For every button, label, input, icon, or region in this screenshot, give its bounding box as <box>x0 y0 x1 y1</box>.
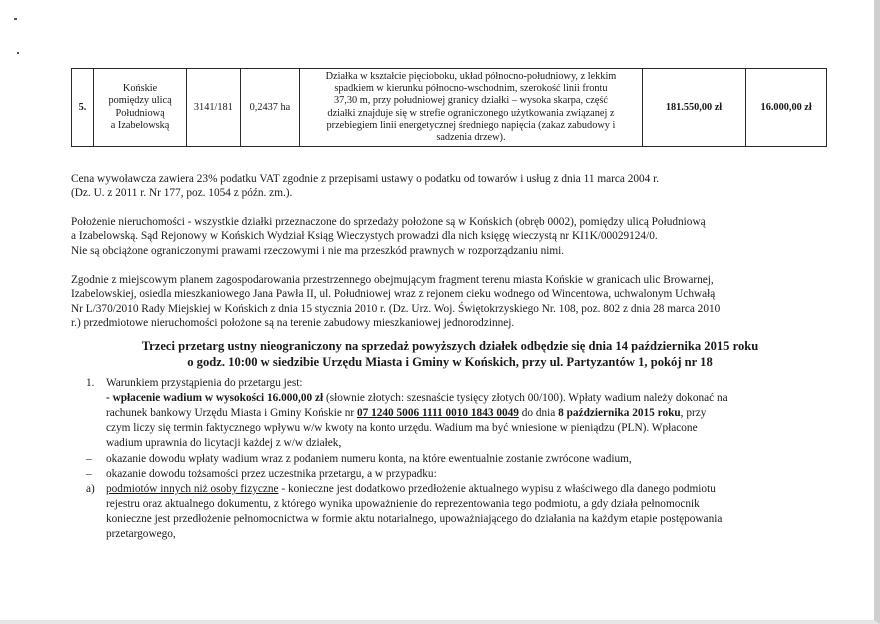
requirement-item: okazanie dowodu tożsamości przez uczestnika przetargu, a w przypadku: <box>106 468 437 480</box>
paragraph-line: Izabelowskiej, osiedla mieszkaniowego Jana Pawła II, ul. Południowej wraz z rejonem cieku wodnego od Wincentowa, uchwalonym Uchwałą <box>71 288 716 301</box>
plot-area-cell: 0,2437 ha <box>240 69 300 147</box>
account-line <box>106 406 828 420</box>
scan-speck <box>14 18 17 20</box>
paragraph-line: Nie są obciążone ograniczonymi prawami rzeczowymi i nie ma przeszkód prawnych w rozporządzaniu nimi. <box>71 244 565 257</box>
paragraph-line: Położenie nieruchomości - wszystkie działki przeznaczone do sprzedaży położone są w Końskich (obręb 0002), pomiędzy ulicą Południową <box>71 216 706 228</box>
account-mid: do dnia <box>518 407 559 419</box>
entity-text: - konieczne jest dodatkowo przedłożenie aktualnego wypisu z właściwego dla danego podmiotu <box>278 483 716 495</box>
scan-speck <box>17 52 19 54</box>
parcel-table <box>71 68 827 147</box>
entity-term: podmiotów innych niż osoby fizyczne <box>106 483 279 495</box>
table-row <box>72 69 827 147</box>
vat-paragraph <box>71 172 829 201</box>
parcel-number-cell: 5. <box>72 69 94 147</box>
auction-heading <box>71 338 829 370</box>
deposit-cell: 16.000,00 zł <box>746 69 827 147</box>
paragraph-line: r.) przedmiotowe nieruchomości położone są na terenie zabudowy mieszkaniowej jednorodzinnej. <box>71 316 515 329</box>
requirement-item: okazanie dowodu wpłaty wadium wraz z podaniem numeru konta, na które ewentualnie zostanie zwrócone wadium, <box>106 453 632 465</box>
starting-price-cell: 181.550,00 zł <box>642 69 746 147</box>
heading-line: Trzeci przetarg ustny nieograniczony na sprzedaż powyższych działek odbędzie się dnia 14 października 2015 roku <box>141 339 759 353</box>
wadium-line-4: wadium uprawnia do licytacji każdej z w/w działek, <box>106 437 342 449</box>
list-marker: 1. <box>86 377 95 389</box>
paragraph-line: a Izabelowską. Sąd Rejonowy w Końskich Wydział Ksiąg Wieczystych prowadzi dla nich księgę wieczystą nr KI1K/00029124/0. <box>71 230 658 243</box>
entity-requirement <box>106 482 828 496</box>
paragraph-line: Cena wywoławcza zawiera 23% podatku VAT zgodnie z przepisami ustawy o podatku od towarów i usług z dnia 11 marca 2004 r. <box>71 173 660 185</box>
zoning-paragraph <box>71 273 829 330</box>
description-line: Działka w kształcie pięcioboku, układ północno-południowy, z lekkim <box>325 71 617 82</box>
location-paragraph <box>71 215 829 258</box>
paragraph-line: Nr L/370/2010 Rady Miejskiej w Końskich z dnia 15 stycznia 2010 r. (Dz. Urz. Woj. Świętokrzyskiego Nr. 108, poz. 802 z dnia 28 marca 2010 <box>71 302 721 315</box>
sub-marker: a) <box>86 483 95 495</box>
location-line: pomiędzy ulicą <box>108 95 172 107</box>
entity-line: konieczne jest przedłożenie pełnomocnictwa w formie aktu notarialnego, upoważniającego do działania na każdym etapie postępowania <box>106 513 723 525</box>
wadium-text: (słownie złotych: szesnaście tysięcy złotych 00/100). Wpłaty wadium należy dokonać na <box>323 392 728 404</box>
description-line: 37,30 m, przy południowej granicy działki – wysoka skarpa, część <box>333 95 608 107</box>
deposit-deadline: 8 października 2015 roku <box>558 407 681 419</box>
paragraph-line: (Dz. U. z 2011 r. Nr 177, poz. 1054 z późn. zm.). <box>71 187 293 200</box>
location-line: Południową <box>115 107 165 119</box>
description-line: spadkiem w kierunku północno-wschodnim, szerokość linii frontu <box>334 83 608 95</box>
location-line: Końskie <box>122 83 158 95</box>
wadium-amount: - wpłacenie wadium w wysokości 16.000,00 zł <box>106 392 324 404</box>
entity-line: przetargowego, <box>106 528 176 540</box>
description-line: przebiegiem linii energetycznej średniego napięcia (zakaz zabudowy i <box>326 119 616 131</box>
paragraph-line: Zgodnie z miejscowym planem zagospodarowania przestrzennego obejmującym fragment terenu miasta Końskie w granicach ulic Browarnej, <box>71 274 714 286</box>
dash-marker: – <box>86 453 92 465</box>
location-line: a Izabelowską <box>110 119 170 131</box>
account-number: 07 1240 5006 1111 0010 1843 0049 <box>356 407 519 419</box>
entity-line: rejestru oraz aktualnego dokumentu, z którego wynika upoważnienie do reprezentowania tego podmiotu, a gdy działa pełnomocnik <box>106 498 700 510</box>
plot-description-cell <box>300 69 642 147</box>
wadium-line <box>106 391 828 405</box>
heading-line: o godz. 10:00 w siedzibie Urzędu Miasta i Gminy w Końskich, przy ul. Partyzantów 1, pokój nr 18 <box>187 355 713 369</box>
plot-number-cell: 3141/181 <box>187 69 240 147</box>
wadium-line-3: czym liczy się termin faktycznego wpływu w/w kwoty na konto urzędu. Wadium ma być wniesione w pieniądzu (PLN). Wpłacone <box>106 422 698 434</box>
list-intro: Warunkiem przystąpienia do przetargu jest: <box>106 377 303 389</box>
account-pre: rachunek bankowy Urzędu Miasta i Gminy Końskie nr <box>106 407 357 419</box>
account-post: , przy <box>680 407 707 419</box>
dash-marker: – <box>86 468 92 480</box>
description-line: sadzenia drzew). <box>436 132 506 144</box>
description-line: działki znajduje się w strefie ograniczonego użytkowania związanej z <box>327 107 615 119</box>
parcel-location-cell <box>93 69 186 147</box>
